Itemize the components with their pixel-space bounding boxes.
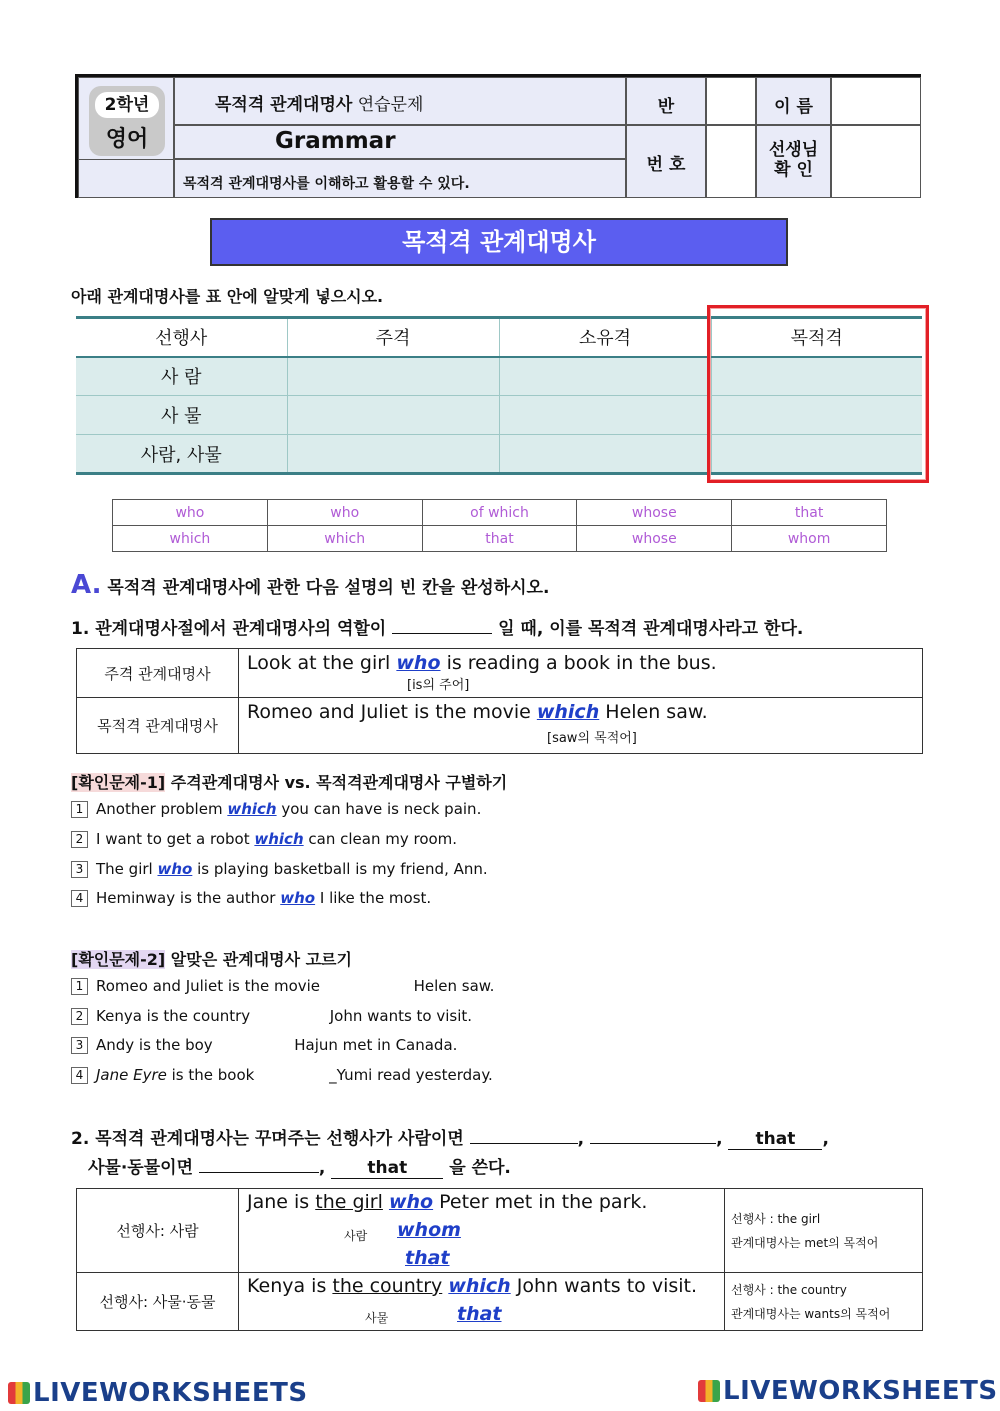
word-chip[interactable]: whom [732, 526, 887, 552]
name-label-cell [756, 77, 831, 125]
row-label-thing: 사 물 [76, 396, 287, 435]
item-number: 3 [71, 861, 88, 878]
check-2-item [71, 1007, 541, 1025]
item-number: 2 [71, 831, 88, 848]
item-number: 3 [71, 1037, 88, 1054]
check-1-tag: [확인문제-1] [71, 773, 166, 792]
item-text: Another problem [96, 800, 223, 818]
name-label: 이 름 [774, 97, 813, 117]
item-number: 4 [71, 890, 88, 907]
drop-cell[interactable] [499, 396, 711, 435]
sentence-part: Jane is [247, 1191, 316, 1213]
item-text: Hajun met in Canada. [294, 1036, 458, 1054]
col-header-possessive: 소유격 [499, 318, 711, 357]
item-answer[interactable]: who [157, 860, 193, 878]
item-text: you can have is neck pain. [281, 800, 482, 818]
note-line: 관계대명사는 met의 목적어 [731, 1235, 879, 1250]
subject-label: 영어 [105, 127, 149, 152]
antecedent-underlined: the country [332, 1275, 443, 1297]
worksheet-header [75, 74, 921, 198]
word-chip[interactable]: whose [577, 526, 732, 552]
antecedent-person-label: 선행사: 사람 [77, 1189, 239, 1273]
word-chip[interactable]: which [113, 526, 268, 552]
class-input[interactable] [706, 77, 756, 125]
item-text: I like the most. [319, 889, 432, 907]
liveworksheets-logo-right [698, 1376, 998, 1406]
objective-cell [174, 159, 626, 198]
pronoun-answer: whom [397, 1219, 461, 1241]
example-table [76, 648, 923, 754]
antecedent-underlined: the girl [315, 1191, 383, 1213]
title-cell [174, 77, 626, 125]
row-label-both: 사람, 사물 [76, 435, 287, 474]
q2-blank[interactable] [590, 1126, 716, 1144]
sentence-part: John wants to visit. [516, 1275, 698, 1297]
section-banner: 목적격 관계대명사 [210, 218, 788, 266]
word-chip[interactable]: whose [577, 500, 732, 526]
word-chip[interactable]: who [113, 500, 268, 526]
row-label-subject: 주격 관계대명사 [77, 649, 239, 698]
teacher-label-2: 확 인 [774, 160, 813, 180]
liveworksheets-icon [8, 1382, 30, 1404]
q2-fill-that: that [728, 1129, 822, 1150]
item-answer[interactable]: which [227, 800, 277, 818]
q2-text: 사물·동물이면 [88, 1158, 193, 1178]
example-person [239, 1189, 725, 1273]
item-text: John wants to visit. [329, 1007, 473, 1025]
blank-cell [78, 159, 174, 198]
class-label: 반 [657, 97, 675, 117]
q2-blank[interactable] [470, 1126, 578, 1144]
word-chip[interactable]: that [732, 500, 887, 526]
grade-cell [78, 77, 174, 167]
q2-text: 2. 목적격 관계대명사는 꾸며주는 선행사가 사람이면 [71, 1129, 464, 1149]
check-2-tag: [확인문제-2] [71, 950, 166, 969]
item-text: is the book [166, 1066, 255, 1084]
teacher-sign-box [831, 125, 921, 198]
example-thing [239, 1273, 725, 1331]
item-text: is playing basketball is my friend, Ann. [197, 860, 488, 878]
objective-column-highlight [707, 305, 929, 483]
q1-text-before: 1. 관계대명사절에서 관계대명사의 역할이 [71, 619, 387, 639]
check-2-item [71, 1036, 541, 1054]
check-1-heading [71, 770, 507, 793]
col-header-antecedent: 선행사 [76, 318, 287, 357]
section-a-title: 목적격 관계대명사에 관한 다음 설명의 빈 칸을 완성하시오. [107, 578, 550, 598]
col-header-subjective: 주격 [287, 318, 499, 357]
grade-badge [89, 86, 165, 156]
ex2-note: [saw의 목적어] [547, 731, 637, 746]
note-line: 관계대명사는 wants의 목적어 [731, 1306, 891, 1321]
drop-cell[interactable] [499, 357, 711, 396]
q2-text: 을 쓴다. [449, 1158, 511, 1178]
grade-label: 2학년 [95, 92, 159, 118]
item-text: Helen saw. [413, 977, 495, 995]
question-2-line-1: 2. 목적격 관계대명사는 꾸며주는 선행사가 사람이면 , , that , [71, 1124, 931, 1150]
check-1-item [71, 889, 431, 907]
word-chip[interactable]: which [267, 526, 422, 552]
sentence-part: Peter met in the park. [439, 1191, 648, 1213]
drop-cell[interactable] [287, 396, 499, 435]
check-1-item [71, 860, 488, 878]
item-number: 1 [71, 801, 88, 818]
item-text: Andy is the boy [96, 1036, 213, 1054]
drop-cell[interactable] [287, 357, 499, 396]
subtitle: Grammar [275, 128, 396, 154]
word-chip[interactable]: of which [422, 500, 577, 526]
objective: 목적격 관계대명사를 이해하고 활용할 수 있다. [183, 176, 470, 192]
col-header-objective: 목적격 [711, 318, 922, 357]
pronoun-answer: that [457, 1303, 502, 1325]
check-1-title: 주격관계대명사 vs. 목적격관계대명사 구별하기 [165, 773, 508, 792]
item-text: Romeo and Juliet is the movie [96, 977, 321, 995]
item-text: Heminway is the author [96, 889, 276, 907]
item-answer[interactable]: who [280, 889, 316, 907]
teacher-label-cell [756, 125, 831, 198]
antecedent-table [76, 1188, 923, 1331]
book-title: Jane Eyre [96, 1066, 167, 1084]
ex1-answer: who [396, 652, 441, 674]
ex1-after: is reading a book in the bus. [446, 652, 717, 674]
liveworksheets-logo-left [8, 1378, 308, 1408]
note-thing [725, 1273, 923, 1331]
check-2-item [71, 1066, 551, 1084]
drop-cell[interactable] [499, 435, 711, 474]
instruction: 아래 관계대명사를 표 안에 알맞게 넣으시오. [71, 287, 384, 306]
q2-blank[interactable] [199, 1155, 319, 1173]
pronoun-answer: that [405, 1247, 450, 1269]
note-line: 선행사 : the girl [731, 1211, 821, 1226]
pronoun-answer: who [388, 1191, 434, 1213]
class-label-cell [626, 77, 706, 125]
drop-cell[interactable] [287, 435, 499, 474]
name-input[interactable] [831, 77, 921, 125]
number-label: 번 호 [646, 155, 686, 175]
number-input[interactable] [706, 125, 756, 198]
row-label-object: 목적격 관계대명사 [77, 698, 239, 754]
ex2-answer: which [536, 701, 600, 723]
brand-text: LIVEWORKSHEETS [723, 1376, 998, 1406]
check-1-item [71, 800, 481, 818]
word-chip[interactable]: who [267, 500, 422, 526]
ex1-before: Look at the girl [247, 652, 391, 674]
item-text: _Yumi read yesterday. [329, 1066, 493, 1084]
section-letter: A. [71, 570, 102, 600]
word-chip[interactable]: that [422, 526, 577, 552]
note-person [725, 1189, 923, 1273]
item-number: 1 [71, 978, 88, 995]
pronoun-answer: which [448, 1275, 511, 1297]
ex1-note: [is의 주어] [407, 678, 470, 693]
q1-blank[interactable] [392, 616, 492, 634]
antecedent-type: 사물 [365, 1311, 389, 1325]
check-2-item [71, 977, 541, 995]
sentence-part: Kenya is [247, 1275, 333, 1297]
item-text: Kenya is the country [96, 1007, 251, 1025]
row-label-person: 사 람 [76, 357, 287, 396]
number-label-cell [626, 125, 706, 198]
ex2-after: Helen saw. [605, 701, 708, 723]
item-number: 4 [71, 1067, 88, 1084]
question-1 [71, 614, 803, 639]
check-2-heading [71, 947, 352, 970]
q1-text-after: 일 때, 이를 목적격 관계대명사라고 한다. [498, 619, 804, 639]
item-answer[interactable]: which [254, 830, 304, 848]
example-1 [239, 649, 923, 698]
check-2-title: 알맞은 관계대명사 고르기 [165, 950, 352, 969]
teacher-label-1: 선생님 [768, 140, 819, 160]
section-a-heading [71, 570, 549, 600]
check-1-item [71, 830, 457, 848]
ex2-before: Romeo and Juliet is the movie [247, 701, 531, 723]
example-2 [239, 698, 923, 754]
item-text: can clean my room. [308, 830, 458, 848]
antecedent-thing-label: 선행사: 사물·동물 [77, 1273, 239, 1331]
note-line: 선행사 : the country [731, 1282, 847, 1297]
question-2-line-2: 사물·동물이면 , that 을 쓴다. [88, 1153, 511, 1179]
item-number: 2 [71, 1008, 88, 1025]
item-text: The girl [96, 860, 153, 878]
worksheet-title: 목적격 관계대명사 [215, 95, 353, 115]
antecedent-type: 사람 [344, 1229, 368, 1243]
item-text: I want to get a robot [96, 830, 250, 848]
subtitle-cell [174, 125, 626, 159]
liveworksheets-icon [698, 1380, 720, 1402]
brand-text: LIVEWORKSHEETS [33, 1378, 308, 1408]
word-bank [112, 499, 887, 552]
worksheet-title-rest: 연습문제 [352, 95, 424, 115]
q2-fill-that: that [331, 1158, 443, 1179]
